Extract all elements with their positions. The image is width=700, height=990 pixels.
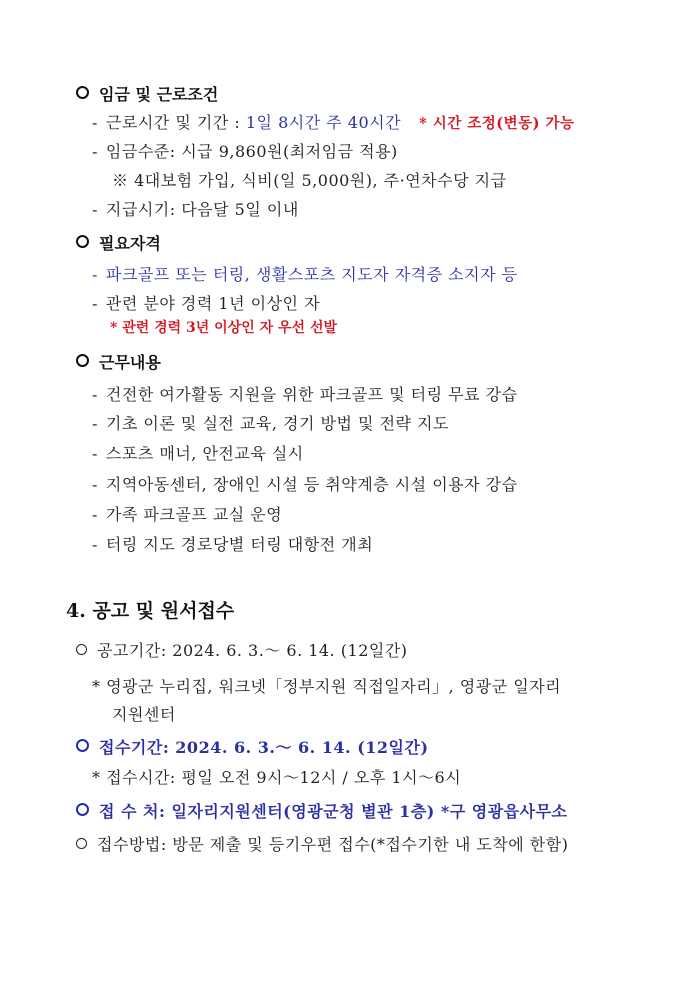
circle-bullet-icon [76,354,89,367]
experience-text: 관련 분야 경력 1년 이상인 자 [105,294,321,313]
list-item-wage-level [92,144,398,160]
duty-text: 기초 이론 및 실전 교육, 경기 방법 및 전략 지도 [105,414,449,433]
dash-bullet: - [92,294,98,313]
list-item-duty [92,446,304,462]
dash-bullet: - [92,385,98,404]
list-item-experience [92,296,320,312]
dash-bullet: - [92,200,98,219]
list-item-duty [92,477,518,493]
duty-text: 스포츠 매너, 안전교육 실시 [105,444,304,463]
announcement-period [76,643,408,659]
duty-text: 지역아동센터, 장애인 시설 등 취약계층 시설 이용자 강습 [105,475,518,494]
work-hours-note: * 시간 조정(변동) 가능 [419,115,575,132]
benefits-note [112,173,507,189]
section-title-wage [76,86,218,103]
channels-text: * 영광군 누리집, 워크넷「정부지원 직접일자리」, 영광군 일자리 [92,677,562,696]
dash-bullet: - [92,444,98,463]
section-title-text: 필요자격 [99,234,161,253]
pay-date-text: 지급시기: 다음달 5일 이내 [105,200,299,219]
announcement-channels-note-cont [112,707,176,723]
circle-bullet-icon [76,838,87,849]
list-item-duty [92,537,373,553]
wage-level-text: 임금수준: 시급 9,860원(최저임금 적용) [105,142,398,161]
benefits-note-text: ※ 4대보험 가입, 식비(일 5,000원), 주·연차수당 지급 [112,171,507,190]
announcement-channels-note [92,679,561,695]
preference-note [110,321,337,335]
application-period-text: 접수기간: 2024. 6. 3.～ 6. 14. (12일간) [99,738,429,757]
work-hours-value: 1일 8시간 주 40시간 [245,113,402,132]
section-title-qualification [76,235,161,252]
section-heading-announcement [66,602,234,621]
channels-text-cont: 지원센터 [112,705,176,724]
list-item-duty [92,387,518,403]
dash-bullet: - [92,265,98,284]
circle-bullet-icon [76,739,89,752]
dash-bullet: - [92,113,98,132]
list-item-duty [92,416,449,432]
list-item-pay-date [92,202,299,218]
duty-text: 가족 파크골프 교실 운영 [105,505,283,524]
duty-text: 터링 지도 경로당별 터링 대항전 개최 [105,535,374,554]
application-method [76,837,568,853]
circle-bullet-icon [76,644,87,655]
announcement-period-text: 공고기간: 2024. 6. 3.～ 6. 14. (12일간) [97,641,408,660]
work-hours-label: 근로시간 및 기간 : [105,113,246,132]
circle-bullet-icon [76,86,89,99]
duty-text: 건전한 여가활동 지원을 위한 파크골프 및 터링 무료 강습 [105,385,518,404]
section-title-text: 임금 및 근로조건 [99,85,219,104]
preference-note-text: * 관련 경력 3년 이상인 자 우선 선발 [110,320,337,336]
application-hours-text: * 접수시간: 평일 오전 9시～12시 / 오후 1시～6시 [92,768,462,787]
list-item-duty [92,507,282,523]
application-period [76,739,429,756]
application-location-text: 접 수 처: 일자리지원센터(영광군청 별관 1층) *구 영광읍사무소 [99,802,568,821]
section-title-text: 근무내용 [99,353,161,372]
list-item-work-hours [92,115,575,132]
dash-bullet: - [92,475,98,494]
application-hours-note [92,770,461,786]
circle-bullet-icon [76,235,89,248]
list-item-certificate [92,267,518,283]
application-method-text: 접수방법: 방문 제출 및 등기우편 접수(*접수기한 내 도착에 한함) [97,835,569,854]
dash-bullet: - [92,142,98,161]
application-location [76,803,567,820]
dash-bullet: - [92,505,98,524]
heading-text: 4. 공고 및 원서접수 [66,600,235,622]
circle-bullet-icon [76,803,89,816]
dash-bullet: - [92,535,98,554]
section-title-duties [76,354,161,371]
certificate-text: 파크골프 또는 터링, 생활스포츠 지도자 자격증 소지자 등 [105,265,518,284]
dash-bullet: - [92,414,98,433]
